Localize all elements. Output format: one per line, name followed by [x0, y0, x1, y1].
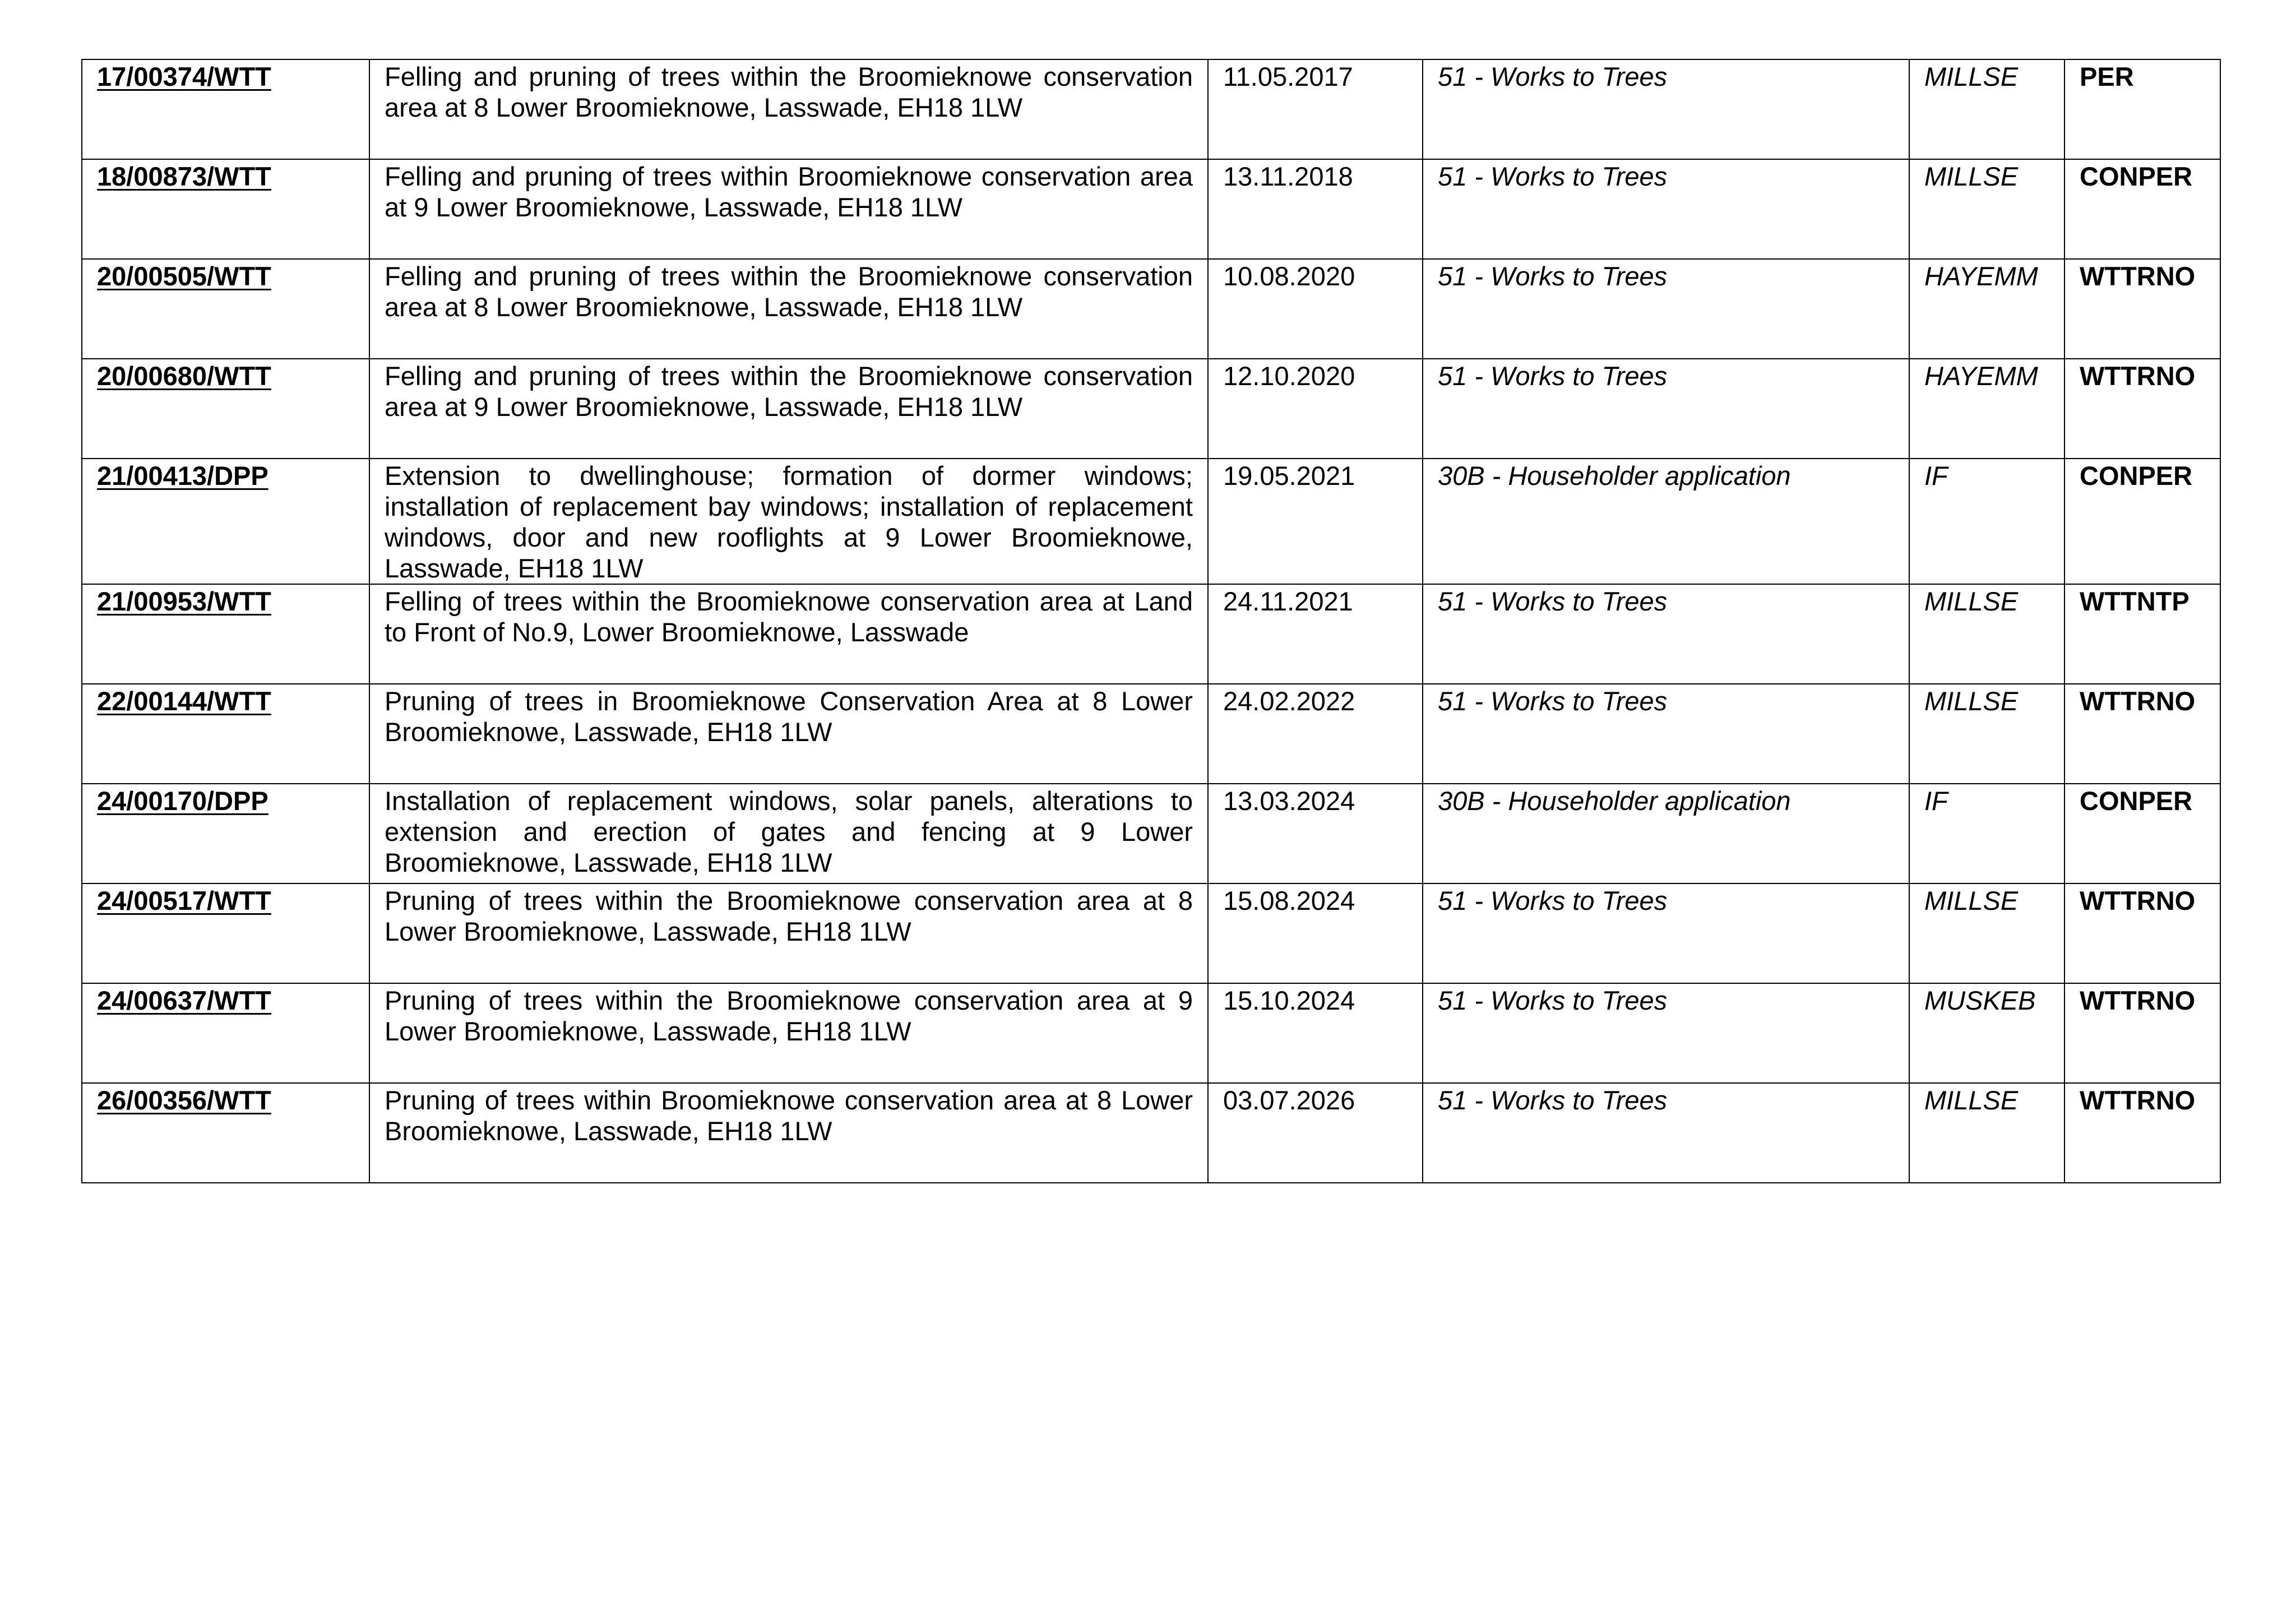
table-row	[82, 359, 2220, 459]
reference-cell	[82, 883, 369, 983]
proposal-cell: Extension to dwellinghouse; formation of dormer windows; installation of replacement bay windows; installation of replacement windows, door and new rooflights at 9 Lower Broomieknowe, Lasswade, EH18 1LW	[369, 459, 1208, 584]
table-row	[82, 1083, 2220, 1183]
reference-link[interactable]: 21/00413/DPP	[97, 461, 269, 491]
reference-cell	[82, 684, 369, 784]
reference-link[interactable]: 20/00505/WTT	[97, 261, 271, 291]
reference-link[interactable]: 18/00873/WTT	[97, 161, 271, 191]
document-page	[81, 59, 2220, 1183]
decision-cell: WTTRNO	[2064, 359, 2220, 459]
application-type-cell: 51 - Works to Trees	[1423, 359, 1909, 459]
decision-cell: WTTRNO	[2064, 883, 2220, 983]
date-cell: 24.02.2022	[1208, 684, 1423, 784]
decision-cell: WTTRNO	[2064, 1083, 2220, 1183]
table-row	[82, 59, 2220, 159]
table-row	[82, 259, 2220, 359]
officer-cell: MILLSE	[1909, 159, 2064, 259]
table-row	[82, 584, 2220, 684]
reference-link[interactable]: 24/00170/DPP	[97, 786, 269, 816]
proposal-cell: Pruning of trees within the Broomieknowe conservation area at 9 Lower Broomieknowe, Lasswade, EH18 1LW	[369, 983, 1208, 1083]
application-type-cell: 51 - Works to Trees	[1423, 159, 1909, 259]
reference-cell	[82, 584, 369, 684]
table-row	[82, 684, 2220, 784]
proposal-cell: Felling and pruning of trees within Broomieknowe conservation area at 9 Lower Broomieknowe, Lasswade, EH18 1LW	[369, 159, 1208, 259]
decision-cell: CONPER	[2064, 459, 2220, 584]
proposal-cell: Felling of trees within the Broomieknowe conservation area at Land to Front of No.9, Lower Broomieknowe, Lasswade	[369, 584, 1208, 684]
officer-cell: IF	[1909, 459, 2064, 584]
officer-cell: HAYEMM	[1909, 359, 2064, 459]
reference-link[interactable]: 24/00517/WTT	[97, 886, 271, 915]
table-row	[82, 883, 2220, 983]
date-cell: 24.11.2021	[1208, 584, 1423, 684]
decision-cell: WTTRNO	[2064, 259, 2220, 359]
application-type-cell: 51 - Works to Trees	[1423, 259, 1909, 359]
proposal-cell: Installation of replacement windows, solar panels, alterations to extension and erection of gates and fencing at 9 Lower Broomieknowe, Lasswade, EH18 1LW	[369, 784, 1208, 883]
application-type-cell: 51 - Works to Trees	[1423, 684, 1909, 784]
officer-cell: IF	[1909, 784, 2064, 883]
date-cell: 19.05.2021	[1208, 459, 1423, 584]
application-type-cell: 51 - Works to Trees	[1423, 59, 1909, 159]
reference-cell	[82, 459, 369, 584]
officer-cell: MILLSE	[1909, 59, 2064, 159]
officer-cell: MILLSE	[1909, 584, 2064, 684]
reference-cell	[82, 259, 369, 359]
reference-link[interactable]: 26/00356/WTT	[97, 1085, 271, 1115]
application-type-cell: 51 - Works to Trees	[1423, 983, 1909, 1083]
application-type-cell: 30B - Householder application	[1423, 459, 1909, 584]
decision-cell: WTTNTP	[2064, 584, 2220, 684]
reference-link[interactable]: 20/00680/WTT	[97, 361, 271, 391]
decision-cell: CONPER	[2064, 784, 2220, 883]
date-cell: 13.03.2024	[1208, 784, 1423, 883]
date-cell: 10.08.2020	[1208, 259, 1423, 359]
table-row	[82, 459, 2220, 584]
reference-link[interactable]: 24/00637/WTT	[97, 985, 271, 1015]
reference-link[interactable]: 21/00953/WTT	[97, 586, 271, 616]
table-row	[82, 159, 2220, 259]
officer-cell: MILLSE	[1909, 1083, 2064, 1183]
officer-cell: MILLSE	[1909, 684, 2064, 784]
proposal-cell: Pruning of trees in Broomieknowe Conservation Area at 8 Lower Broomieknowe, Lasswade, EH18 1LW	[369, 684, 1208, 784]
reference-cell	[82, 359, 369, 459]
reference-link[interactable]: 22/00144/WTT	[97, 686, 271, 716]
reference-cell	[82, 983, 369, 1083]
officer-cell: HAYEMM	[1909, 259, 2064, 359]
proposal-cell: Pruning of trees within Broomieknowe conservation area at 8 Lower Broomieknowe, Lasswade, EH18 1LW	[369, 1083, 1208, 1183]
date-cell: 12.10.2020	[1208, 359, 1423, 459]
proposal-cell: Felling and pruning of trees within the Broomieknowe conservation area at 9 Lower Broomieknowe, Lasswade, EH18 1LW	[369, 359, 1208, 459]
reference-cell	[82, 59, 369, 159]
proposal-cell: Pruning of trees within the Broomieknowe conservation area at 8 Lower Broomieknowe, Lasswade, EH18 1LW	[369, 883, 1208, 983]
applications-table	[81, 59, 2221, 1183]
proposal-cell: Felling and pruning of trees within the Broomieknowe conservation area at 8 Lower Broomieknowe, Lasswade, EH18 1LW	[369, 259, 1208, 359]
table-row	[82, 983, 2220, 1083]
proposal-cell: Felling and pruning of trees within the Broomieknowe conservation area at 8 Lower Broomieknowe, Lasswade, EH18 1LW	[369, 59, 1208, 159]
applications-table-body	[82, 59, 2220, 1183]
date-cell: 15.08.2024	[1208, 883, 1423, 983]
date-cell: 11.05.2017	[1208, 59, 1423, 159]
reference-cell	[82, 159, 369, 259]
decision-cell: WTTRNO	[2064, 684, 2220, 784]
application-type-cell: 51 - Works to Trees	[1423, 584, 1909, 684]
officer-cell: MUSKEB	[1909, 983, 2064, 1083]
reference-cell	[82, 1083, 369, 1183]
date-cell: 15.10.2024	[1208, 983, 1423, 1083]
decision-cell: WTTRNO	[2064, 983, 2220, 1083]
application-type-cell: 51 - Works to Trees	[1423, 1083, 1909, 1183]
application-type-cell: 30B - Householder application	[1423, 784, 1909, 883]
date-cell: 13.11.2018	[1208, 159, 1423, 259]
decision-cell: CONPER	[2064, 159, 2220, 259]
date-cell: 03.07.2026	[1208, 1083, 1423, 1183]
reference-link[interactable]: 17/00374/WTT	[97, 62, 271, 91]
officer-cell: MILLSE	[1909, 883, 2064, 983]
application-type-cell: 51 - Works to Trees	[1423, 883, 1909, 983]
table-row	[82, 784, 2220, 883]
decision-cell: PER	[2064, 59, 2220, 159]
reference-cell	[82, 784, 369, 883]
